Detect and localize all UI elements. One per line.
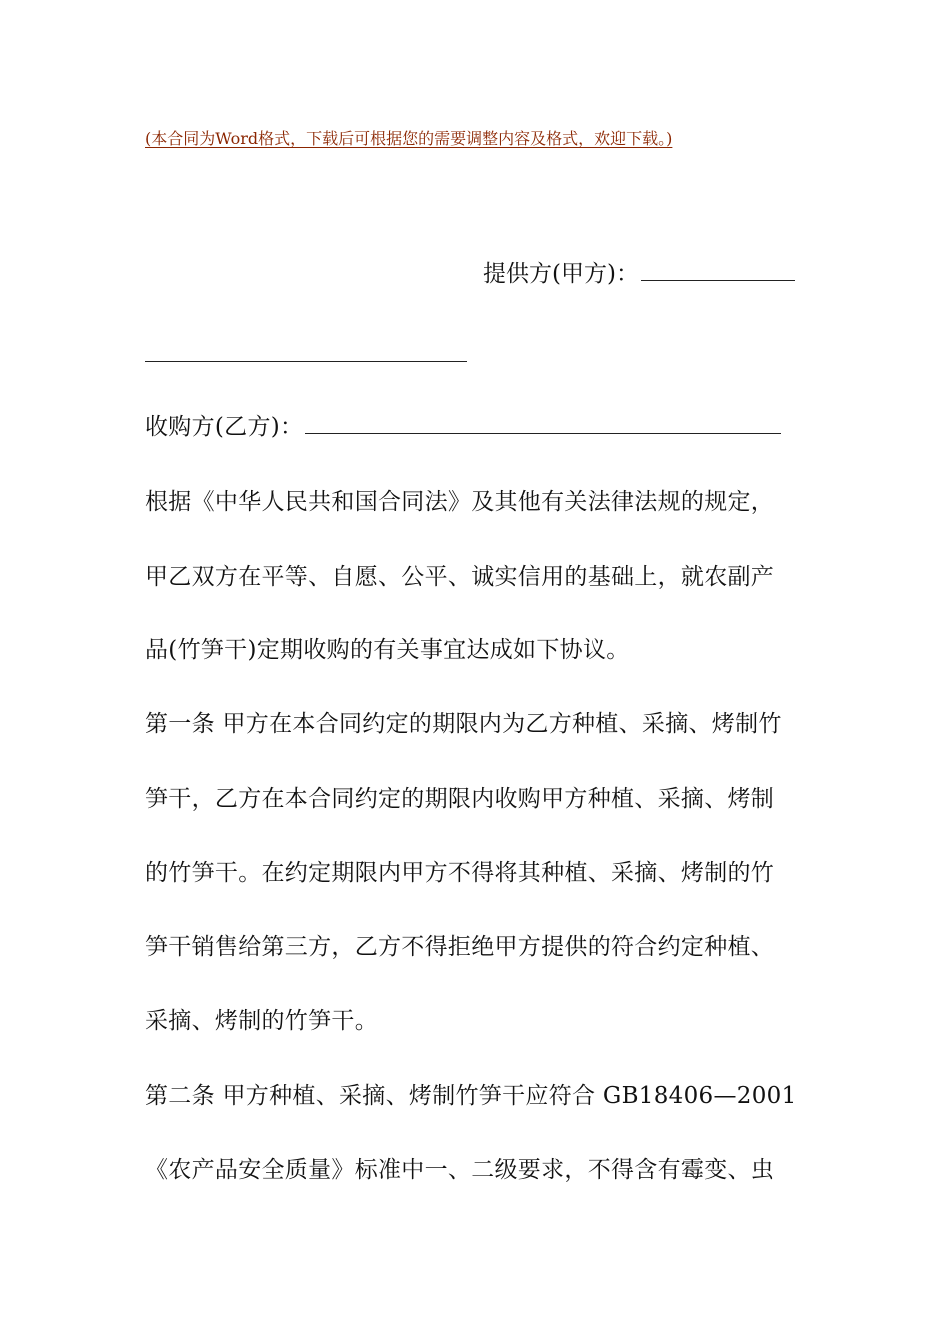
text-line: 笋干，乙方在本合同约定的期限内收购甲方种植、采摘、烤制 [145, 786, 775, 812]
buyer-field [145, 411, 805, 443]
article-1-line: 第一条 甲方在本合同约定的期限内为乙方种植、采摘、烤制竹 [145, 711, 782, 737]
text-line: 《农产品安全质量》标准中一、二级要求，不得含有霉变、虫 [145, 1157, 775, 1183]
text-line: 的竹笋干。在约定期限内甲方不得将其种植、采摘、烤制的竹 [145, 860, 775, 886]
text-line: 品(竹笋干)定期收购的有关事宜达成如下协议。 [145, 637, 630, 663]
provider-label: 提供方(甲方)： [483, 261, 639, 287]
text-line: 笋干销售给第三方，乙方不得拒绝甲方提供的符合约定种植、 [145, 934, 775, 960]
buyer-label: 收购方(乙方)： [145, 414, 304, 440]
article-2-line: 第二条 甲方种植、采摘、烤制竹笋干应符合 GB18406—2001 [145, 1083, 797, 1109]
provider-blank-continued[interactable] [145, 361, 467, 362]
text-line: 采摘、烤制的竹笋干。 [145, 1008, 378, 1034]
provider-blank[interactable] [641, 258, 795, 281]
buyer-blank[interactable] [305, 411, 781, 434]
text-line: 甲乙双方在平等、自愿、公平、诚实信用的基础上，就农副产 [145, 564, 775, 590]
format-notice: (本合同为Word格式，下载后可根据您的需要调整内容及格式，欢迎下载。) [145, 129, 673, 148]
provider-field [483, 258, 795, 290]
text-line: 根据《中华人民共和国合同法》及其他有关法律法规的规定， [145, 489, 775, 515]
